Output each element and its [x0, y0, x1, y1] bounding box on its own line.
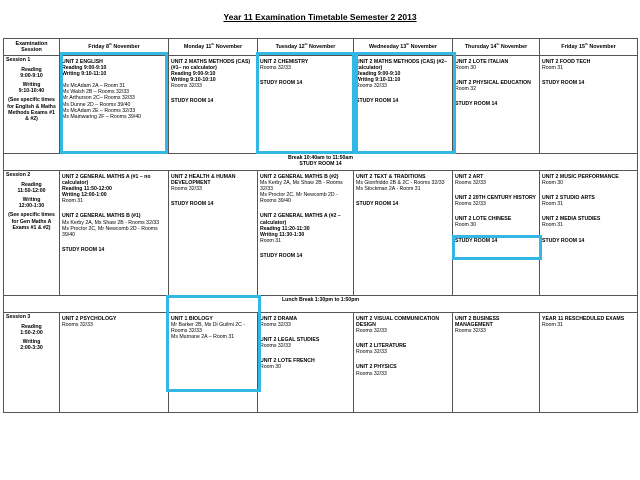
exam-room: Ms Stockman 2A - Room 31 — [356, 186, 421, 193]
exam-cell — [60, 171, 169, 296]
header-day: Monday 11th November — [169, 39, 258, 56]
break-cell — [4, 154, 638, 171]
exam-room: Ms Walsh 2B – Rooms 32/33 — [62, 89, 129, 96]
exam-cell — [540, 171, 638, 296]
exam-room: Room 32 — [455, 86, 477, 93]
session-time: Writing 2:00-3:30 — [20, 339, 43, 352]
exam-title: UNIT 2 CHEMISTRY — [260, 59, 309, 65]
exam-room: Rooms 32/33 — [171, 186, 202, 193]
exam-title: UNIT 2 DRAMA — [260, 316, 298, 322]
exam-block — [62, 59, 166, 120]
exam-cell — [169, 56, 258, 154]
session-name: Session 2 — [6, 172, 31, 178]
exam-block — [356, 343, 450, 355]
exam-title: UNIT 2 PSYCHOLOGY — [62, 316, 117, 322]
exam-block — [455, 59, 537, 71]
exam-cell — [354, 56, 453, 154]
exam-block — [62, 174, 166, 204]
exam-time: Reading 9:00-9:10 — [356, 71, 401, 78]
session-row — [4, 313, 638, 413]
session-time: Reading 11:50-12:00 — [17, 182, 46, 195]
exam-room: Room 31 — [542, 65, 564, 72]
exam-block — [542, 195, 635, 207]
exam-title: STUDY ROOM 14 — [260, 80, 303, 87]
exam-block — [542, 174, 635, 186]
session-name: Session 1 — [6, 57, 31, 63]
exam-room: Rooms 32/33 — [356, 328, 387, 335]
exam-title: UNIT 2 GENERAL MATHS A (#1 – no calculator) — [62, 174, 151, 187]
exam-title: UNIT 2 MATHS METHODS (CAS) (#2– calculator) — [356, 59, 447, 72]
exam-cell — [169, 313, 258, 413]
exam-room: Rooms 32/33 — [356, 349, 387, 356]
exam-room: Room 30 — [260, 364, 282, 371]
exam-title: UNIT 2 GENERAL MATHS A (#2 – calculator) — [260, 213, 341, 226]
exam-block — [171, 59, 255, 89]
exam-title: UNIT 2 LOTE ITALIAN — [455, 59, 509, 65]
exam-block — [171, 316, 255, 340]
exam-room: Ms Mainwaring 2F – Rooms 39/40 — [62, 113, 141, 120]
exam-title: UNIT 2 TEXT & TRADITIONS — [356, 174, 426, 180]
exam-title: UNIT 2 MEDIA STUDIES — [542, 216, 601, 223]
exam-block — [260, 337, 351, 349]
exam-cell — [453, 56, 540, 154]
exam-title: UNIT 2 GENERAL MATHS B (#1) — [62, 213, 141, 220]
exam-room: Room 30 — [455, 65, 477, 72]
exam-cell — [60, 313, 169, 413]
exam-title: UNIT 2 STUDIO ARTS — [542, 195, 595, 202]
break-label: Break 10:40am to 11:50am — [288, 155, 353, 161]
exam-time: Reading 9:00-9:10 — [171, 71, 216, 78]
exam-block — [455, 174, 537, 186]
exam-block — [62, 247, 166, 253]
break-study-room: STUDY ROOM 14 — [299, 161, 342, 168]
session-time: Writing 12:00-1:30 — [18, 197, 45, 210]
exam-block — [171, 201, 255, 207]
exam-title: UNIT 2 LITERATURE — [356, 343, 407, 350]
exam-cell — [354, 313, 453, 413]
header-row — [4, 39, 638, 56]
exam-room: Ms Proctor 2C, Mr Newcomb 2D - Rooms 39/40 — [62, 225, 158, 238]
exam-cell — [453, 171, 540, 296]
exam-room: Rooms 32/33 — [356, 370, 387, 377]
exam-title: UNIT 2 ENGLISH — [62, 59, 103, 65]
header-day: Friday 15th November — [540, 39, 638, 56]
exam-block — [62, 213, 166, 237]
exam-room: Ms McAdam 2E – Rooms 32/33 — [62, 107, 136, 114]
exam-time: Writing 9:10-11:10 — [356, 77, 401, 84]
exam-title: YEAR 11 RESCHEDULED EXAMS — [542, 316, 625, 322]
exam-time: Reading 11:50-12:00 — [62, 186, 112, 193]
exam-cell — [60, 56, 169, 154]
exam-block — [356, 364, 450, 376]
exam-room: Room 31 — [260, 237, 282, 244]
exam-title: STUDY ROOM 14 — [455, 101, 498, 108]
break-row — [4, 154, 638, 171]
exam-title: UNIT 2 PHYSICAL EDUCATION — [455, 80, 531, 87]
break-row — [4, 296, 638, 313]
exam-block — [171, 98, 255, 104]
exam-title: UNIT 2 HEALTH & HUMAN DEVELOPMENT — [171, 174, 236, 187]
session-time: (See specific times for Gen Maths A Exams #1 & #2) — [8, 212, 55, 231]
exam-block — [260, 80, 351, 86]
session-time: Reading 1:50-2:00 — [20, 324, 43, 337]
exam-title: UNIT 2 LOTE CHINESE — [455, 216, 512, 223]
exam-room: Rooms 32/33 — [455, 201, 486, 208]
exam-title: UNIT 2 BUSINESS MANAGEMENT — [455, 316, 500, 329]
exam-block — [455, 216, 537, 228]
exam-block — [455, 316, 537, 334]
exam-title: UNIT 1 BIOLOGY — [171, 316, 213, 322]
exam-block — [62, 316, 166, 328]
exam-room: Rooms 32/33 — [455, 328, 486, 335]
session-row — [4, 171, 638, 296]
exam-cell — [540, 313, 638, 413]
exam-title: UNIT 2 20TH CENTURY HISTORY — [455, 195, 536, 202]
exam-room: Mr Arthurson 2C– Rooms 32/33 — [62, 95, 135, 102]
header-day: Tuesday 12th November — [258, 39, 354, 56]
exam-block — [455, 80, 537, 92]
exam-title: STUDY ROOM 14 — [62, 246, 105, 253]
exam-cell — [453, 313, 540, 413]
exam-room: Room 30 — [542, 180, 564, 187]
exam-room: Room 30 — [455, 222, 477, 229]
break-label: Lunch Break 1:30pm to 1:50pm — [282, 297, 359, 303]
header-day: Friday 8th November — [60, 39, 169, 56]
break-cell — [4, 296, 638, 313]
header-session: Examination Session — [4, 39, 60, 56]
session-cell — [4, 56, 60, 154]
exam-room: Ms Proctor 2C, Mr Newcomb 2D - Rooms 39/40 — [260, 192, 338, 205]
exam-title: STUDY ROOM 14 — [356, 201, 399, 208]
header-day: Thursday 14th November — [453, 39, 540, 56]
exam-cell — [540, 56, 638, 154]
exam-room: Mr Barker 2B, Ms Di Guilmi 2C - Rooms 32/33 — [171, 322, 246, 335]
page-title: Year 11 Examination Timetable Semester 2 2013 — [223, 12, 417, 22]
exam-room: Rooms 32/33 — [260, 65, 291, 72]
exam-time: Reading 9:00-9:10 — [62, 65, 107, 72]
exam-block — [260, 59, 351, 71]
exam-block — [542, 316, 635, 328]
session-cell — [4, 313, 60, 413]
exam-block — [260, 174, 351, 204]
session-time: (See specific times for English & Maths Methods Exams #1 & #2) — [7, 97, 56, 122]
exam-title: UNIT 2 FOOD TECH — [542, 59, 591, 65]
exam-time: Writing 9:10-10:10 — [171, 77, 216, 84]
exam-block — [455, 195, 537, 207]
exam-room: Rooms 32/33 — [62, 322, 93, 329]
exam-block — [260, 358, 351, 370]
exam-title: STUDY ROOM 14 — [260, 252, 303, 259]
exam-title: UNIT 2 LOTE FRENCH — [260, 358, 315, 365]
exam-room: Ms Kerby 2A, Ms Shaw 2B - Rooms 32/33 — [260, 180, 343, 193]
exam-title: STUDY ROOM 14 — [171, 201, 214, 208]
exam-room: Rooms 32/33 — [455, 180, 486, 187]
exam-title: STUDY ROOM 14 — [455, 237, 498, 244]
exam-block — [542, 238, 635, 244]
exam-block — [356, 174, 450, 192]
exam-block — [260, 213, 351, 243]
exam-block — [356, 201, 450, 207]
exam-block — [356, 59, 450, 89]
exam-title: UNIT 2 LEGAL STUDIES — [260, 337, 320, 344]
exam-title: UNIT 2 VISUAL COMMUNICATION DESIGN — [356, 316, 440, 329]
timetable — [3, 38, 638, 413]
header-day: Wednesday 13th November — [354, 39, 453, 56]
exam-room: Ms Murnane 2A – Room 31 — [171, 334, 235, 341]
exam-time: Reading 11:20-11:30 — [260, 225, 310, 232]
exam-room: Rooms 32/33 — [260, 322, 291, 329]
exam-room: Rooms 32/33 — [260, 343, 291, 350]
exam-room: Room 31 — [542, 222, 564, 229]
exam-block — [455, 238, 537, 244]
exam-room: Room 31 — [542, 201, 564, 208]
exam-title: UNIT 2 MATHS METHODS (CAS) (#1– no calculator) — [171, 59, 251, 72]
exam-block — [171, 174, 255, 192]
exam-block — [260, 316, 351, 328]
exam-title: STUDY ROOM 14 — [542, 237, 585, 244]
exam-room: Ms Kerby 2A, Ms Shaw 2B - Rooms 32/33 — [62, 219, 160, 226]
exam-title: UNIT 2 ART — [455, 174, 484, 180]
exam-cell — [354, 171, 453, 296]
exam-block — [356, 316, 450, 334]
exam-room: Room 31 — [62, 198, 84, 205]
exam-time: Writing 11:30-1:30 — [260, 231, 305, 238]
session-name: Session 3 — [6, 314, 31, 320]
exam-room: Room 31 — [542, 322, 564, 329]
exam-block — [260, 253, 351, 259]
session-cell — [4, 171, 60, 296]
exam-room: Ms Gionfriddo 2B & 2C - Rooms 32/33 — [356, 180, 445, 187]
exam-room: Rooms 32/33 — [356, 83, 387, 90]
exam-block — [455, 101, 537, 107]
session-time: Writing 9:10-10:40 — [18, 82, 45, 95]
exam-title: UNIT 2 GENERAL MATHS B (#2) — [260, 174, 339, 180]
exam-block — [542, 216, 635, 228]
exam-cell — [258, 56, 354, 154]
exam-block — [542, 59, 635, 71]
exam-cell — [169, 171, 258, 296]
exam-cell — [258, 313, 354, 413]
session-row — [4, 56, 638, 154]
exam-title: STUDY ROOM 14 — [171, 98, 214, 105]
exam-title: UNIT 2 PHYSICS — [356, 364, 397, 371]
exam-title: UNIT 2 MUSIC PERFORMANCE — [542, 174, 619, 180]
exam-title: STUDY ROOM 14 — [356, 98, 399, 105]
session-time: Reading 9:00-9:10 — [20, 67, 43, 80]
exam-room: Ms McAdam 2A – Room 31 — [62, 83, 126, 90]
exam-block — [356, 98, 450, 104]
exam-time: Writing 12:00-1:00 — [62, 192, 107, 199]
exam-room: Rooms 32/33 — [171, 83, 202, 90]
exam-room: Ms Dunne 2D – Rooms 39/40 — [62, 101, 131, 108]
exam-cell — [258, 171, 354, 296]
exam-time: Writing 9:10-11:10 — [62, 71, 107, 78]
exam-title: STUDY ROOM 14 — [542, 80, 585, 87]
exam-block — [542, 80, 635, 86]
